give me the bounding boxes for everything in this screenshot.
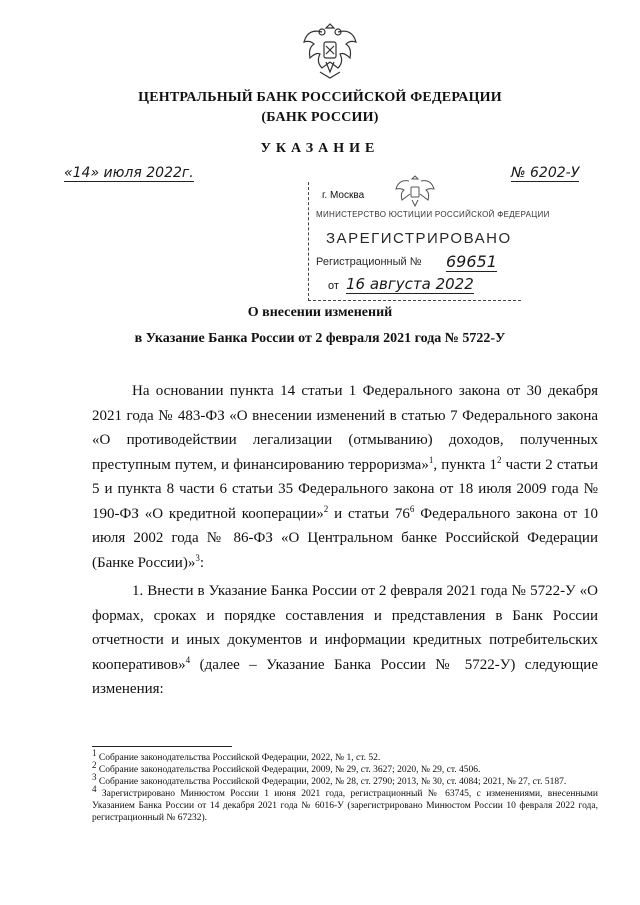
- document-type: УКАЗАНИЕ: [260, 141, 380, 156]
- stamp-date-value: 16 августа 2022: [346, 275, 474, 293]
- footnote-4: $^4$ Зарегистрировано Минюстом России 1 июня 2021 года, регистрационный № 63745, с изменениями, внесенными Указанием Банка России от 14 декабря 2021 года № 6016-У (зарегистрировано Минюстом России 10 февраля 2022 года, регистрационный № 67232).: [92, 783, 598, 823]
- document-title-line1: О внесении изменений: [247, 305, 393, 320]
- stamp-reg-number-label: Регистрационный №: [316, 256, 422, 268]
- footnote-divider: [92, 746, 232, 747]
- double-headed-eagle-emblem: [300, 18, 360, 82]
- stamp-city: г. Москва: [322, 190, 365, 201]
- footnote-3: $^3$ Собрание законодательства Российской Федерации, 2002, № 28, ст. 2790; 2013, № 30, ст. 4084; 2021, № 27, ст. 5187.: [92, 771, 567, 787]
- stamp-reg-number-value: 69651: [446, 252, 497, 271]
- stamp-date-label: от: [328, 280, 339, 292]
- stamp-seal-icon: [392, 172, 438, 208]
- organization-short-name: (БАНК РОССИИ): [261, 110, 379, 125]
- paragraph-item-1: 1. Внести в Указание Банка России от 2 февраля 2021 года № 5722-У «О формах, сроках и порядке составления и представления в Банк России отчетности и иных документов и информации кредитных потребительских кооперативов»$^4$ (далее – Указание Банка России № 5722-У) следующие изменения:: [92, 583, 598, 697]
- footnote-2: $^2$ Собрание законодательства Российской Федерации, 2009, № 29, ст. 3627; 2020, № 29, ст. 4506.: [92, 759, 481, 775]
- stamp-registered-label: ЗАРЕГИСТРИРОВАНО: [326, 230, 512, 247]
- document-body: [92, 379, 598, 702]
- paragraph-preamble: На основании пункта 14 статьи 1 Федерального закона от 30 декабря 2021 года № 483-ФЗ «О внесении изменений в статью 7 Федерального закона «О противодействии легализации (отмыванию) доходов, полученных преступным путем, и финансированию терроризма»$^1$, пункта $1^2$ части 2 статьи 5 и пункта 8 части 6 статьи 35 Федерального закона от 18 июля 2009 года № 190-ФЗ «О кредитной кооперации»$^2$ и статьи $76^6$ Федерального закона от 10 июля 2002 года № 86-ФЗ «О Центральном банке Российской Федерации (Банке России)»$^3$:: [92, 383, 599, 571]
- document-title-line2: в Указание Банка России от 2 февраля 2021 года № 5722-У: [134, 331, 506, 346]
- document-number: № 6202-У: [511, 165, 580, 181]
- stamp-ministry: МИНИСТЕРСТВО ЮСТИЦИИ РОССИЙСКОЙ ФЕДЕРАЦИИ: [316, 210, 550, 219]
- footnotes: [92, 747, 598, 824]
- footnote-1: $^1$ Собрание законодательства Российской Федерации, 2022, № 1, ст. 52.: [92, 747, 381, 763]
- document-date: «14» июля 2022г.: [64, 165, 194, 181]
- organization-name: ЦЕНТРАЛЬНЫЙ БАНК РОССИЙСКОЙ ФЕДЕРАЦИИ: [138, 90, 502, 105]
